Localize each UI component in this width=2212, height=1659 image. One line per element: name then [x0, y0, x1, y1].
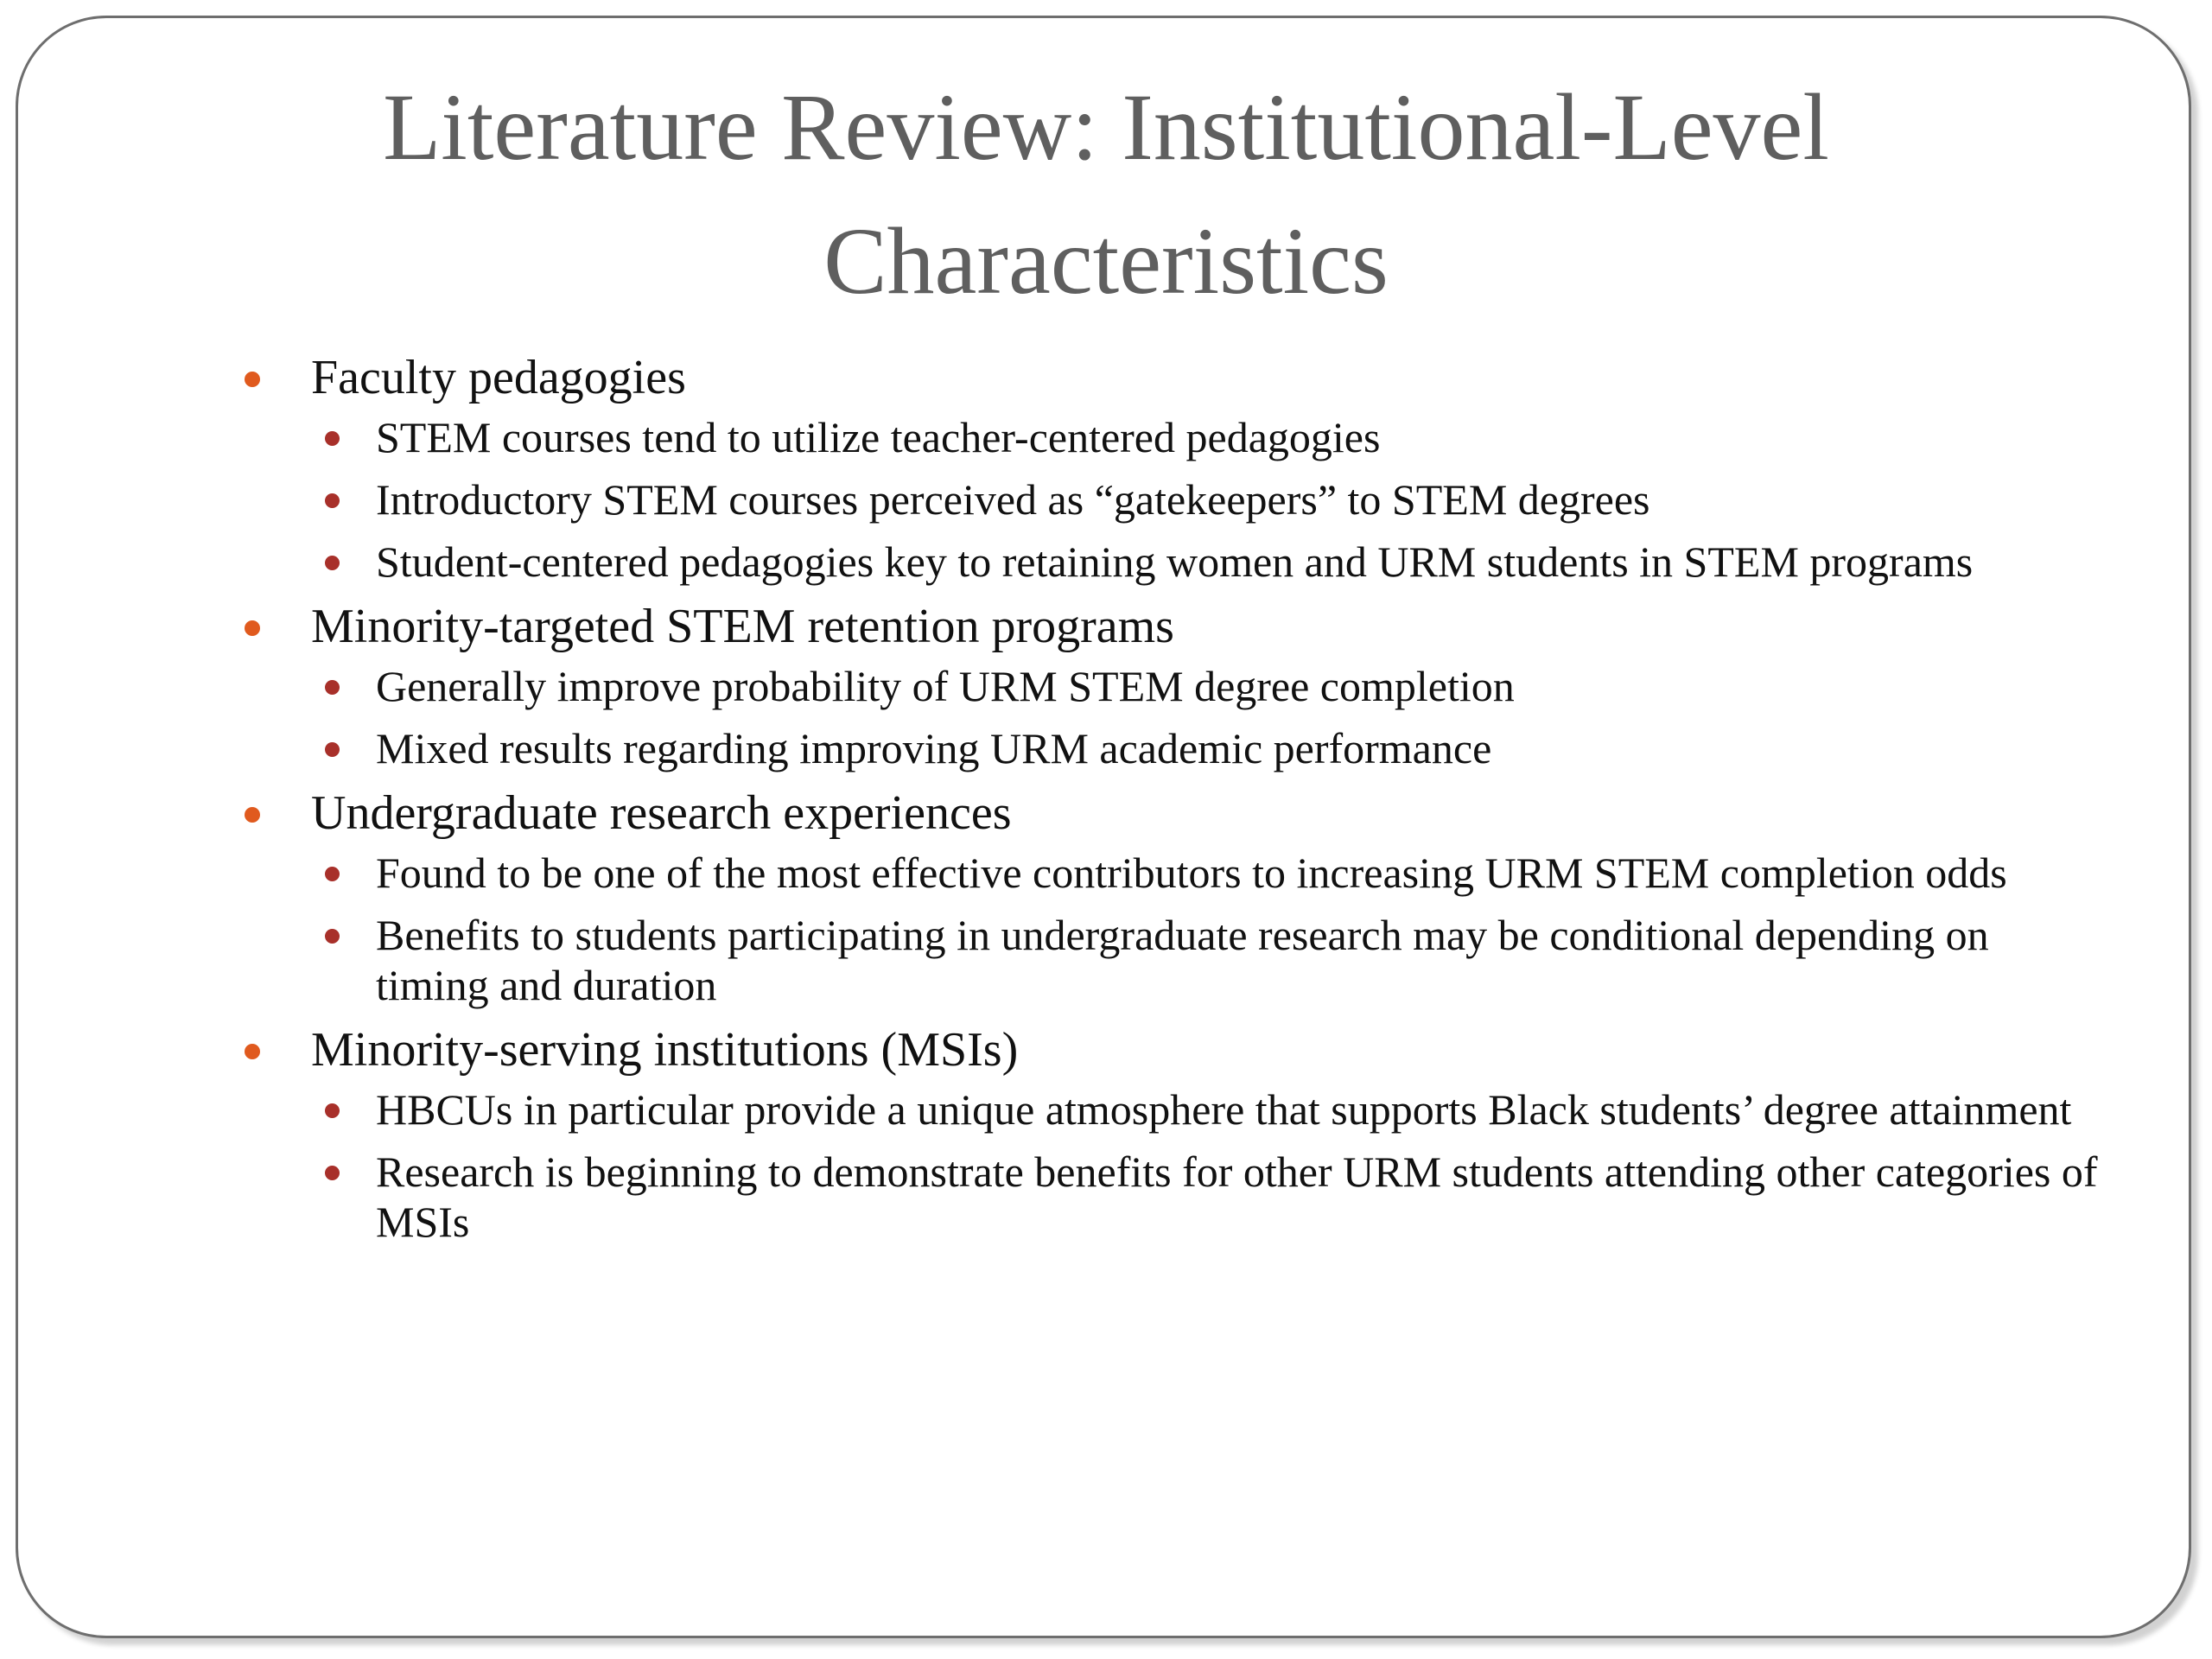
list-item: [242, 474, 2100, 524]
slide-title: [0, 60, 2212, 328]
list-item-text: Benefits to students participating in undergraduate research may be conditional depending on timing and duration: [376, 911, 1989, 1009]
section-heading: Faculty pedagogies: [311, 351, 686, 404]
list-item-text: Student-centered pedagogies key to retaining women and URM students in STEM programs: [376, 537, 1974, 586]
section-minority-targeted-programs: [242, 599, 2100, 773]
list-item: [242, 723, 2100, 773]
bullet-dot-icon: [245, 807, 260, 823]
sub-list: [311, 661, 2100, 773]
list-item: [242, 848, 2100, 898]
section-heading: Undergraduate research experiences: [311, 786, 1012, 840]
bullet-dot-icon: [245, 1044, 260, 1059]
list-item-text: STEM courses tend to utilize teacher-centered pedagogies: [376, 413, 1381, 461]
list-item-text: HBCUs in particular provide a unique atmosphere that supports Black students’ degree attainment: [376, 1085, 2072, 1134]
section-heading: Minority-targeted STEM retention programs: [311, 600, 1174, 653]
sub-bullet-dot-icon: [325, 556, 340, 570]
sub-bullet-dot-icon: [325, 680, 340, 695]
section-faculty-pedagogies: [242, 350, 2100, 587]
sub-bullet-dot-icon: [325, 431, 340, 446]
sub-list: [311, 1084, 2100, 1247]
bullet-dot-icon: [245, 372, 260, 387]
section-undergraduate-research: [242, 785, 2100, 1010]
list-item: [242, 1084, 2100, 1135]
section-heading: Minority-serving institutions (MSIs): [311, 1023, 1019, 1077]
bullet-dot-icon: [245, 620, 260, 636]
bullet-list: [242, 350, 2100, 1259]
sub-bullet-dot-icon: [325, 867, 340, 881]
sub-list: [311, 848, 2100, 1010]
list-item-text: Introductory STEM courses perceived as “gatekeepers” to STEM degrees: [376, 475, 1650, 524]
list-item: [242, 661, 2100, 711]
list-item: [242, 910, 2100, 1010]
title-line-2: Characteristics: [823, 208, 1389, 314]
list-item: [242, 1147, 2100, 1247]
sub-bullet-dot-icon: [325, 1103, 340, 1118]
sub-bullet-dot-icon: [325, 1166, 340, 1180]
title-line-1: Literature Review: Institutional-Level: [383, 74, 1829, 180]
list-item-text: Generally improve probability of URM STEM degree completion: [376, 662, 1515, 710]
list-item: [242, 412, 2100, 462]
sub-list: [311, 412, 2100, 587]
sub-bullet-dot-icon: [325, 742, 340, 757]
list-item-text: Research is beginning to demonstrate benefits for other URM students attending other categories of MSIs: [376, 1147, 2098, 1246]
sub-bullet-dot-icon: [325, 929, 340, 944]
list-item: [242, 537, 2100, 587]
list-item-text: Found to be one of the most effective contributors to increasing URM STEM completion odds: [376, 849, 2007, 897]
list-item-text: Mixed results regarding improving URM academic performance: [376, 724, 1492, 772]
sub-bullet-dot-icon: [325, 493, 340, 508]
section-minority-serving-institutions: [242, 1022, 2100, 1247]
